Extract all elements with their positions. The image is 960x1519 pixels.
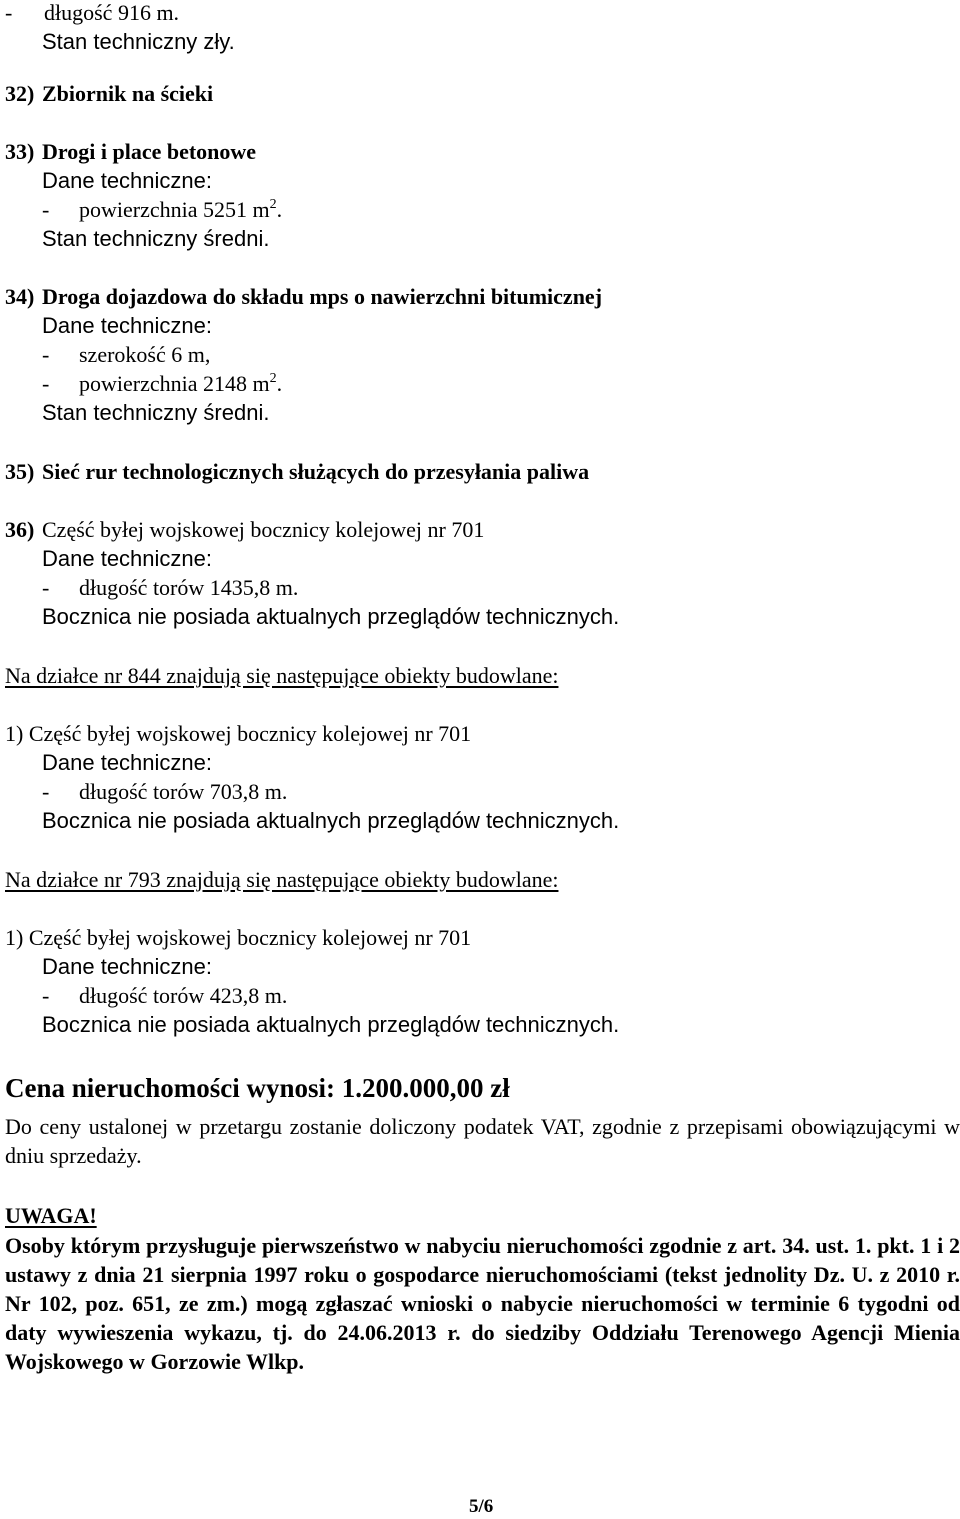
technical-data-label: Dane techniczne: xyxy=(42,546,212,571)
inspection-note: Bocznica nie posiada aktualnych przeglądów technicznych. xyxy=(42,808,620,833)
plot-844-item: 1) Część byłej wojskowej bocznicy kolejowej nr 701 xyxy=(5,721,472,746)
track-length: długość torów 1435,8 m. xyxy=(79,575,299,600)
technical-data-label: Dane techniczne: xyxy=(42,313,212,338)
technical-data-label: Dane techniczne: xyxy=(42,954,212,979)
state-bad: Stan techniczny zły. xyxy=(42,29,235,54)
vat-note: Do ceny ustalonej w przetargu zostanie doliczony podatek VAT, zgodnie z przepisami obowiązującymi w dniu sprzedaży. xyxy=(5,1114,960,1168)
technical-data-label: Dane techniczne: xyxy=(42,750,212,775)
item-number: 32) xyxy=(5,81,35,106)
item-title: Droga dojazdowa do składu mps o nawierzchni bitumicznej xyxy=(42,284,603,309)
warning-label: UWAGA! xyxy=(5,1203,97,1228)
length-916: długość 916 m. xyxy=(44,0,180,25)
width-value: szerokość 6 m, xyxy=(79,342,211,367)
item-number: 35) xyxy=(5,459,35,484)
state-medium: Stan techniczny średni. xyxy=(42,226,270,251)
inspection-note: Bocznica nie posiada aktualnych przeglądów technicznych. xyxy=(42,1012,620,1037)
inspection-note: Bocznica nie posiada aktualnych przeglądów technicznych. xyxy=(42,604,620,629)
list-dash: - xyxy=(42,779,50,804)
area-value: powierzchnia 2148 $m^2$. xyxy=(79,371,283,396)
item-title: Część byłej wojskowej bocznicy kolejowej nr 701 xyxy=(42,517,485,542)
track-length: długość torów 703,8 m. xyxy=(79,779,288,804)
plot-793-heading: Na działce nr 793 znajdują się następujące obiekty budowlane: xyxy=(5,867,559,892)
list-dash: - xyxy=(42,197,50,222)
item-number: 33) xyxy=(5,139,35,164)
plot-793-item: 1) Część byłej wojskowej bocznicy kolejowej nr 701 xyxy=(5,925,472,950)
list-dash: - xyxy=(42,371,50,396)
plot-844-heading: Na działce nr 844 znajdują się następujące obiekty budowlane: xyxy=(5,663,559,688)
list-dash: - xyxy=(42,575,50,600)
page-number: 5/6 xyxy=(469,1496,494,1517)
item-number: 34) xyxy=(5,284,35,309)
technical-data-label: Dane techniczne: xyxy=(42,168,212,193)
list-dash: - xyxy=(5,0,13,25)
list-dash: - xyxy=(42,342,50,367)
item-title: Drogi i place betonowe xyxy=(42,139,257,164)
item-title: Sieć rur technologicznych służących do przesyłania paliwa xyxy=(42,459,590,484)
warning-text: Osoby którym przysługuje pierwszeństwo w nabyciu nieruchomości zgodnie z art. 34. ust. 1. pkt. 1 i 2 ustawy z dnia 21 sierpnia 1997 roku o gospodarce nieruchomościami (tekst jednolity Dz. U. z 2010 r. Nr 102, poz. 651, ze zm.) mogą zgłaszać wnioski o nabycie nieruchomości w terminie 6 tygodni od daty wywieszenia wykazu, tj. do 24.06.2013 r. do siedziby Oddziału Terenowego Agencji Mienia Wojskowego w Gorzowie Wlkp. xyxy=(5,1233,960,1374)
price-line: Cena nieruchomości wynosi: 1.200.000,00 zł xyxy=(5,1073,510,1103)
state-medium: Stan techniczny średni. xyxy=(42,400,270,425)
area-value: powierzchnia 5251 $m^2$. xyxy=(79,197,283,222)
list-dash: - xyxy=(42,983,50,1008)
item-number: 36) xyxy=(5,517,35,542)
track-length: długość torów 423,8 m. xyxy=(79,983,288,1008)
item-title: Zbiornik na ścieki xyxy=(42,81,214,106)
